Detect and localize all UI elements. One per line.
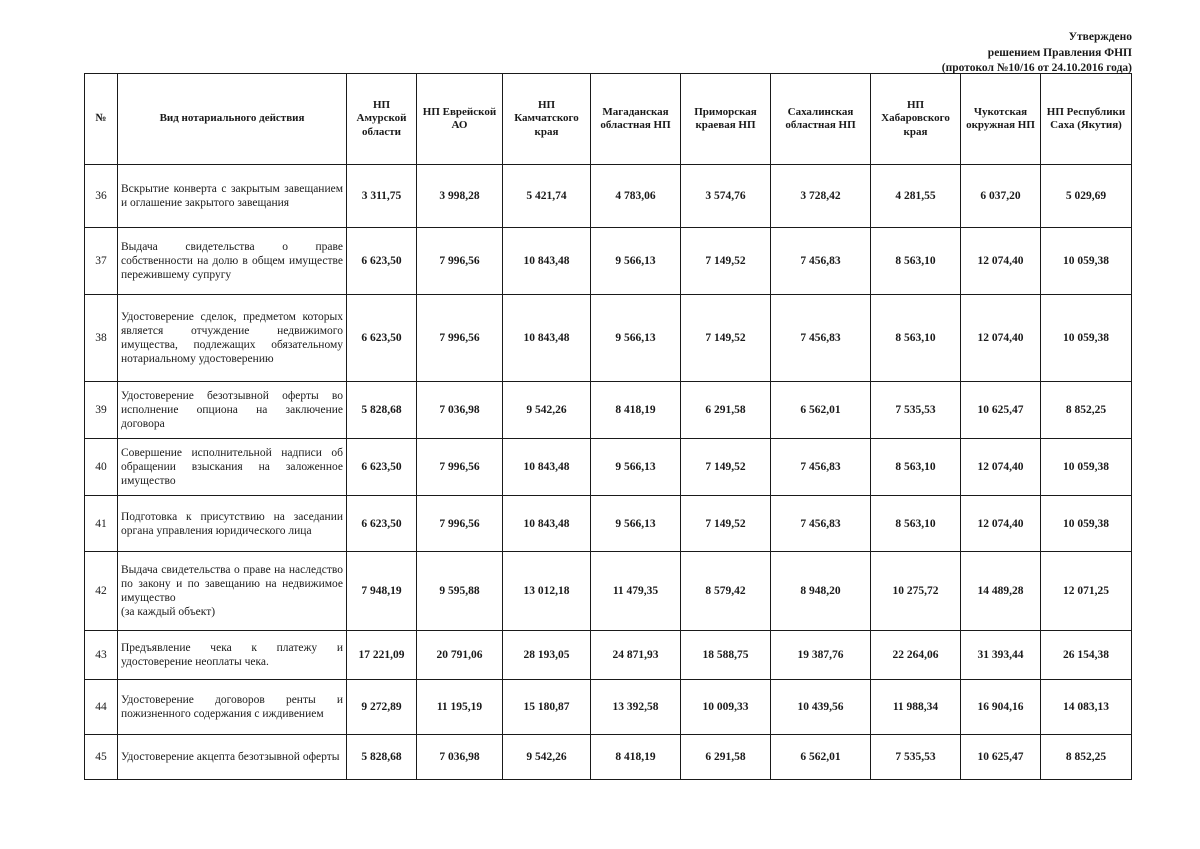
fee-value: 8 418,19 xyxy=(591,382,681,439)
action-description xyxy=(118,680,347,735)
fee-value: 5 828,68 xyxy=(347,735,417,780)
table-body xyxy=(85,165,1132,780)
row-number: 43 xyxy=(85,631,118,680)
fee-value: 6 623,50 xyxy=(347,228,417,295)
fee-value: 12 071,25 xyxy=(1041,552,1132,631)
action-description xyxy=(118,552,347,631)
fee-value: 8 852,25 xyxy=(1041,735,1132,780)
row-number: 37 xyxy=(85,228,118,295)
fee-value: 7 996,56 xyxy=(417,496,503,552)
header-region: НП Хабаровского края xyxy=(871,74,961,165)
header-region: Приморская краевая НП xyxy=(681,74,771,165)
fee-value: 10 625,47 xyxy=(961,735,1041,780)
fee-value: 5 828,68 xyxy=(347,382,417,439)
fee-value: 14 489,28 xyxy=(961,552,1041,631)
fee-value: 31 393,44 xyxy=(961,631,1041,680)
fee-value: 9 566,13 xyxy=(591,439,681,496)
fee-value: 6 623,50 xyxy=(347,295,417,382)
fee-value: 5 421,74 xyxy=(503,165,591,228)
fee-value: 26 154,38 xyxy=(1041,631,1132,680)
fee-value: 4 281,55 xyxy=(871,165,961,228)
fee-value: 7 535,53 xyxy=(871,382,961,439)
fee-value: 13 012,18 xyxy=(503,552,591,631)
action-description xyxy=(118,439,347,496)
row-number: 39 xyxy=(85,382,118,439)
fee-value: 7 149,52 xyxy=(681,496,771,552)
fee-value: 6 291,58 xyxy=(681,382,771,439)
fee-value: 7 036,98 xyxy=(417,735,503,780)
action-description xyxy=(118,165,347,228)
action-text: Вскрытие конверта с закрытым завещанием и оглашение закрытого завещания xyxy=(121,183,343,209)
action-text: Подготовка к присутствию на заседании органа управления юридического лица xyxy=(121,510,343,537)
action-text: Удостоверение сделок, предметом которых является отчуждение недвижимого имущества, подлежащих обязательному нотариальному удостоверению xyxy=(121,311,343,365)
fee-value: 16 904,16 xyxy=(961,680,1041,735)
fee-value: 7 948,19 xyxy=(347,552,417,631)
table-row xyxy=(85,228,1132,295)
header-region: НП Республики Саха (Якутия) xyxy=(1041,74,1132,165)
fee-value: 4 783,06 xyxy=(591,165,681,228)
fee-value: 7 456,83 xyxy=(771,228,871,295)
fee-value: 10 843,48 xyxy=(503,295,591,382)
fee-value: 8 563,10 xyxy=(871,295,961,382)
fee-value: 9 566,13 xyxy=(591,295,681,382)
fee-value: 9 272,89 xyxy=(347,680,417,735)
row-number: 44 xyxy=(85,680,118,735)
fee-value: 8 852,25 xyxy=(1041,382,1132,439)
action-text: Выдача свидетельства о праве собственности на долю в общем имуществе пережившему супругу xyxy=(121,241,343,281)
header-num: № xyxy=(85,74,118,165)
row-number: 36 xyxy=(85,165,118,228)
fee-value: 6 562,01 xyxy=(771,735,871,780)
fee-value: 10 843,48 xyxy=(503,228,591,295)
table-row xyxy=(85,552,1132,631)
fee-value: 13 392,58 xyxy=(591,680,681,735)
fee-value: 9 542,26 xyxy=(503,382,591,439)
fee-value: 10 843,48 xyxy=(503,496,591,552)
fee-value: 6 037,20 xyxy=(961,165,1041,228)
table-row xyxy=(85,295,1132,382)
header-region: Магаданская областная НП xyxy=(591,74,681,165)
fee-value: 3 728,42 xyxy=(771,165,871,228)
table-header-row xyxy=(85,74,1132,165)
approval-stamp xyxy=(942,30,1132,77)
fee-value: 7 456,83 xyxy=(771,496,871,552)
header-region: НП Еврейской АО xyxy=(417,74,503,165)
approval-line-3: (протокол №10/16 от 24.10.2016 года) xyxy=(941,62,1132,74)
table-row xyxy=(85,165,1132,228)
fee-value: 10 439,56 xyxy=(771,680,871,735)
fee-value: 11 479,35 xyxy=(591,552,681,631)
fee-value: 9 566,13 xyxy=(591,496,681,552)
fee-value: 20 791,06 xyxy=(417,631,503,680)
fee-value: 8 563,10 xyxy=(871,228,961,295)
fee-value: 7 996,56 xyxy=(417,295,503,382)
fee-value: 7 149,52 xyxy=(681,439,771,496)
fee-value: 10 275,72 xyxy=(871,552,961,631)
fee-value: 15 180,87 xyxy=(503,680,591,735)
fee-value: 8 579,42 xyxy=(681,552,771,631)
fee-value: 3 574,76 xyxy=(681,165,771,228)
action-text: Предъявление чека к платежу и удостоверение неоплаты чека. xyxy=(121,642,343,668)
fee-value: 10 059,38 xyxy=(1041,439,1132,496)
fee-value: 6 623,50 xyxy=(347,439,417,496)
fee-value: 12 074,40 xyxy=(961,496,1041,552)
table-row xyxy=(85,680,1132,735)
fee-value: 19 387,76 xyxy=(771,631,871,680)
fee-value: 12 074,40 xyxy=(961,439,1041,496)
fee-value: 8 948,20 xyxy=(771,552,871,631)
fee-value: 12 074,40 xyxy=(961,295,1041,382)
fee-value: 6 562,01 xyxy=(771,382,871,439)
fee-value: 18 588,75 xyxy=(681,631,771,680)
table-row xyxy=(85,439,1132,496)
fee-value: 10 059,38 xyxy=(1041,496,1132,552)
fee-value: 24 871,93 xyxy=(591,631,681,680)
fee-value: 9 566,13 xyxy=(591,228,681,295)
fee-value: 9 595,88 xyxy=(417,552,503,631)
fee-value: 7 149,52 xyxy=(681,295,771,382)
fee-value: 28 193,05 xyxy=(503,631,591,680)
fee-value: 7 996,56 xyxy=(417,439,503,496)
action-text: Выдача свидетельства о праве на наследство по закону и по завещанию на недвижимое имущество xyxy=(121,564,343,604)
row-number: 40 xyxy=(85,439,118,496)
fee-value: 22 264,06 xyxy=(871,631,961,680)
fee-value: 7 456,83 xyxy=(771,439,871,496)
fee-value: 7 036,98 xyxy=(417,382,503,439)
fee-value: 6 623,50 xyxy=(347,496,417,552)
fee-value: 14 083,13 xyxy=(1041,680,1132,735)
row-number: 38 xyxy=(85,295,118,382)
action-description xyxy=(118,496,347,552)
row-number: 42 xyxy=(85,552,118,631)
fee-value: 7 149,52 xyxy=(681,228,771,295)
action-text: Удостоверение договоров ренты и пожизненного содержания с иждивением xyxy=(121,694,343,720)
fee-value: 8 563,10 xyxy=(871,439,961,496)
approval-line-2: решением Правления ФНП xyxy=(987,46,1132,59)
action-description xyxy=(118,295,347,382)
fee-value: 10 843,48 xyxy=(503,439,591,496)
fee-value: 11 195,19 xyxy=(417,680,503,735)
action-text: Удостоверение безотзывной оферты во исполнение опциона на заключение договора xyxy=(121,390,343,430)
fee-value: 7 996,56 xyxy=(417,228,503,295)
header-action: Вид нотариального действия xyxy=(118,74,347,165)
table-row xyxy=(85,496,1132,552)
fee-value: 10 625,47 xyxy=(961,382,1041,439)
table-row xyxy=(85,735,1132,780)
header-region: НП Амурской области xyxy=(347,74,417,165)
action-text: Удостоверение акцепта безотзывной оферты xyxy=(121,751,340,763)
fee-value: 6 291,58 xyxy=(681,735,771,780)
fee-value: 3 311,75 xyxy=(347,165,417,228)
row-number: 41 xyxy=(85,496,118,552)
table-row xyxy=(85,382,1132,439)
action-text: Совершение исполнительной надписи об обращении взыскания на заложенное имущество xyxy=(121,447,343,487)
fee-value: 12 074,40 xyxy=(961,228,1041,295)
fee-value: 7 535,53 xyxy=(871,735,961,780)
action-note: (за каждый объект) xyxy=(121,606,216,618)
fee-value: 17 221,09 xyxy=(347,631,417,680)
header-region: НП Камчатского края xyxy=(503,74,591,165)
approval-line-1: Утверждено xyxy=(1068,31,1132,43)
fee-value: 8 418,19 xyxy=(591,735,681,780)
fee-value: 5 029,69 xyxy=(1041,165,1132,228)
header-region: Сахалинская областная НП xyxy=(771,74,871,165)
fee-value: 3 998,28 xyxy=(417,165,503,228)
fee-value: 11 988,34 xyxy=(871,680,961,735)
header-region: Чукотская окружная НП xyxy=(961,74,1041,165)
action-description xyxy=(118,631,347,680)
table-row xyxy=(85,631,1132,680)
action-description xyxy=(118,382,347,439)
fee-value: 10 059,38 xyxy=(1041,228,1132,295)
notarial-fee-table xyxy=(84,73,1132,780)
fee-value: 9 542,26 xyxy=(503,735,591,780)
fee-value: 10 009,33 xyxy=(681,680,771,735)
fee-value: 10 059,38 xyxy=(1041,295,1132,382)
fee-value: 7 456,83 xyxy=(771,295,871,382)
action-description xyxy=(118,228,347,295)
action-description xyxy=(118,735,347,780)
row-number: 45 xyxy=(85,735,118,780)
fee-value: 8 563,10 xyxy=(871,496,961,552)
